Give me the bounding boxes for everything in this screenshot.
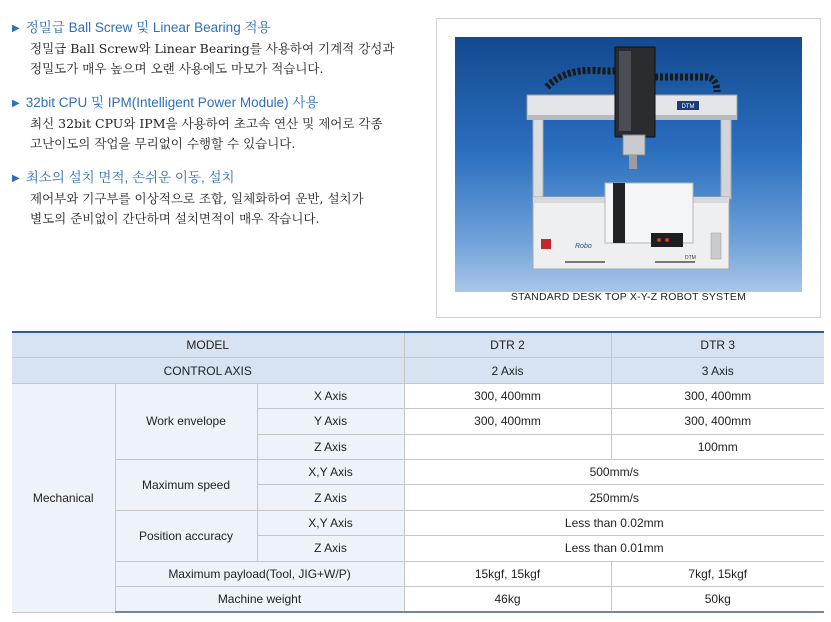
photo-caption: STANDARD DESK TOP X-Y-Z ROBOT SYSTEM — [510, 291, 747, 303]
table-cell: 15kgf, 15kgf — [404, 561, 611, 586]
feature-list — [12, 18, 422, 243]
table-cell: 250mm/s — [404, 485, 824, 510]
z-axis-label: Z Axis — [257, 485, 404, 510]
max-speed-label: Maximum speed — [115, 459, 257, 510]
xy-axis-label: X,Y Axis — [257, 510, 404, 535]
table-row — [12, 383, 824, 408]
z-axis-label: Z Axis — [257, 434, 404, 459]
triangle-bullet-icon: ▶ — [12, 98, 20, 109]
x-axis-label: X Axis — [257, 383, 404, 408]
feature-description — [12, 189, 422, 229]
table-cell: 300, 400mm — [404, 383, 611, 408]
brand-label: Robo — [575, 243, 592, 250]
group-mechanical: Mechanical — [12, 383, 115, 612]
arm-label: DTM — [681, 104, 695, 110]
table-row — [12, 332, 824, 358]
table-cell: 300, 400mm — [404, 409, 611, 434]
header-model-dtr2: DTR 2 — [404, 332, 611, 358]
table-cell: Less than 0.02mm — [404, 510, 824, 535]
feature-item — [12, 18, 422, 79]
work-envelope-label: Work envelope — [115, 383, 257, 459]
table-cell — [404, 434, 611, 459]
product-photo-frame — [436, 18, 821, 318]
feature-title — [12, 93, 422, 114]
specification-table — [12, 331, 824, 613]
position-accuracy-label: Position accuracy — [115, 510, 257, 561]
table-row — [12, 358, 824, 383]
xy-axis-label: X,Y Axis — [257, 459, 404, 484]
table-cell: 46kg — [404, 586, 611, 612]
machine-weight-label: Machine weight — [115, 586, 404, 612]
table-cell: 300, 400mm — [611, 383, 824, 408]
feature-title-text: 정밀급 Ball Screw 및 Linear Bearing 적용 — [25, 20, 271, 35]
feature-title-text: 최소의 설치 면적, 손쉬운 이동, 설치 — [25, 170, 235, 185]
feature-line: 고난이도의 작업을 무리없이 수행할 수 있습니다. — [30, 136, 296, 151]
feature-line: 정밀도가 매우 높으며 오랜 사용에도 마모가 적습니다. — [30, 61, 324, 76]
table-row — [12, 586, 824, 612]
feature-line: 제어부와 기구부를 이상적으로 조합, 일체화하여 운반, 설치가 — [30, 191, 364, 206]
y-axis-label: Y Axis — [257, 409, 404, 434]
feature-title-text: 32bit CPU 및 IPM(Intelligent Power Module) 사용 — [25, 95, 319, 110]
max-payload-label: Maximum payload(Tool, JIG+W/P) — [115, 561, 404, 586]
triangle-bullet-icon: ▶ — [12, 173, 20, 184]
header-model-dtr3: DTR 3 — [611, 332, 824, 358]
table-row — [12, 510, 824, 535]
table-row — [12, 561, 824, 586]
front-model-label: DTM — [685, 255, 696, 261]
header-model-label: MODEL — [12, 332, 404, 358]
feature-item — [12, 93, 422, 154]
desktop-robot-illustration — [455, 37, 802, 292]
table-cell: 300, 400mm — [611, 409, 824, 434]
table-row — [12, 459, 824, 484]
table-cell: 100mm — [611, 434, 824, 459]
feature-description — [12, 114, 422, 154]
triangle-bullet-icon: ▶ — [12, 23, 20, 34]
feature-description — [12, 39, 422, 79]
table-cell: 7kgf, 15kgf — [611, 561, 824, 586]
axis-dtr2: 2 Axis — [404, 358, 611, 383]
feature-title — [12, 18, 422, 39]
z-axis-label: Z Axis — [257, 536, 404, 561]
feature-line: 최신 32bit CPU와 IPM을 사용하여 초고속 연산 및 제어로 각종 — [30, 116, 383, 131]
feature-title — [12, 168, 422, 189]
table-cell: 50kg — [611, 586, 824, 612]
robot-photo — [455, 37, 802, 292]
feature-item — [12, 168, 422, 229]
table-cell: 500mm/s — [404, 459, 824, 484]
header-control-axis-label: CONTROL AXIS — [12, 358, 404, 383]
feature-line: 정밀급 Ball Screw와 Linear Bearing를 사용하여 기계적 강성과 — [30, 41, 395, 56]
axis-dtr3: 3 Axis — [611, 358, 824, 383]
table-cell: Less than 0.01mm — [404, 536, 824, 561]
feature-line: 별도의 준비없이 간단하며 설치면적이 매우 작습니다. — [30, 211, 320, 226]
